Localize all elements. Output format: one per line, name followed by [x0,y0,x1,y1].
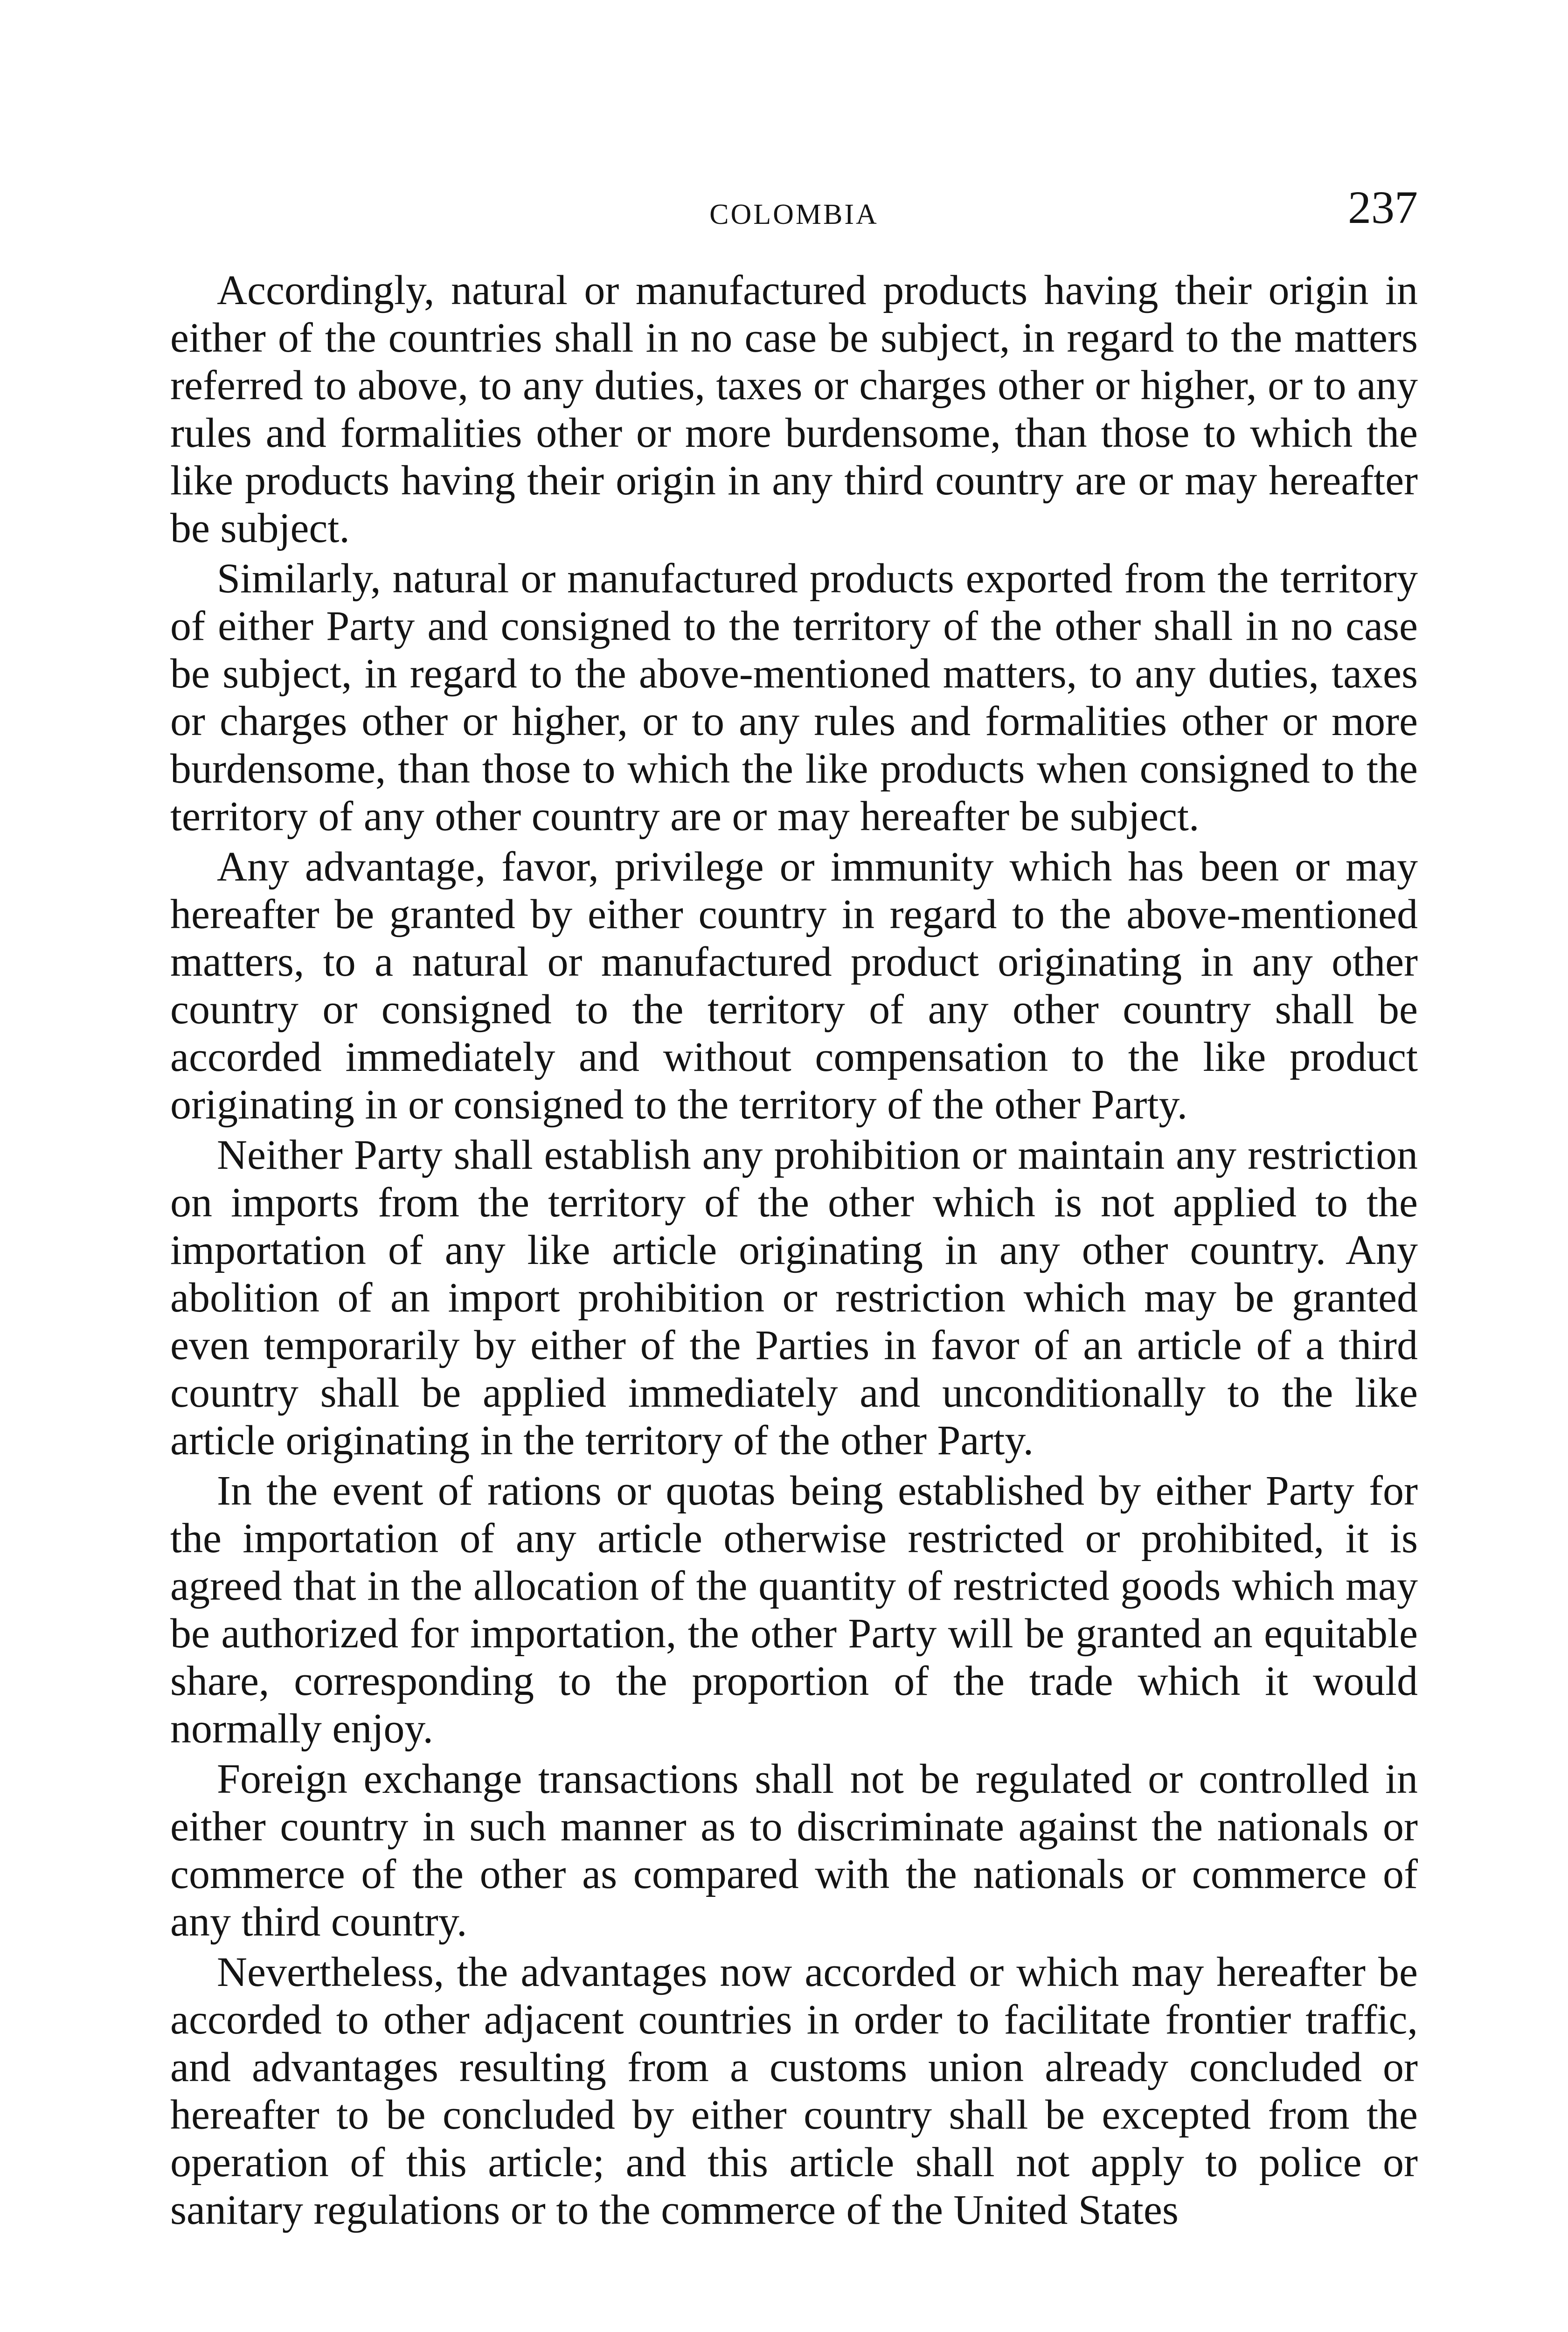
running-head: COLOMBIA [709,199,879,230]
paragraph: Foreign exchange transactions shall not be regulated or controlled in either country in such manner as to discriminate against the nationals or commerce of the other as compared with the nationals or commerce of any third country. [170,1756,1418,1945]
paragraph: Similarly, natural or manufactured products exported from the territory of either Party and consigned to the territory of the other shall in no case be subject, in regard to the above-mentioned matters, to any duties, taxes or charges other or higher, or to any rules and formalities other or more burdensome, than those to which the like products when consigned to the territory of any other country are or may hereafter be subject. [170,555,1418,840]
paragraph: In the event of rations or quotas being established by either Party for the importation of any article otherwise restricted or prohibited, it is agreed that in the allocation of the quantity of restricted goods which may be authorized for importation, the other Party will be granted an equitable share, corresponding to the proportion of the trade which it would normally enjoy. [170,1468,1418,1752]
paragraph: Accordingly, natural or manufactured products having their origin in either of the countries shall in no case be subject, in regard to the matters referred to above, to any duties, taxes or charges other or higher, or to any rules and formalities other or more burdensome, than those to which the like products having their origin in any third country are or may hereafter be subject. [170,267,1418,551]
body-text [170,267,1418,2234]
page-number: 237 [1348,181,1418,233]
page-header [170,181,1418,240]
paragraph: Nevertheless, the advantages now accorded or which may hereafter be accorded to other adjacent countries in order to facilitate frontier traffic, and advantages resulting from a customs union already concluded or hereafter to be concluded by either country shall be excepted from the operation of this article; and this article shall not apply to police or sanitary regulations or to the commerce of the United States [170,1949,1418,2233]
paragraph: Any advantage, favor, privilege or immunity which has been or may hereafter be granted by either country in regard to the above-mentioned matters, to a natural or manufactured product originating in any other country or consigned to the territory of any other country shall be accorded immediately and without compensation to the like product originating in or consigned to the territory of the other Party. [170,844,1418,1128]
paragraph: Neither Party shall establish any prohibition or maintain any restriction on imports from the territory of the other which is not applied to the importation of any like article originating in any other country. Any abolition of an import prohibition or restriction which may be granted even temporarily by either of the Parties in favor of an article of a third country shall be applied immediately and unconditionally to the like article originating in the territory of the other Party. [170,1132,1418,1464]
